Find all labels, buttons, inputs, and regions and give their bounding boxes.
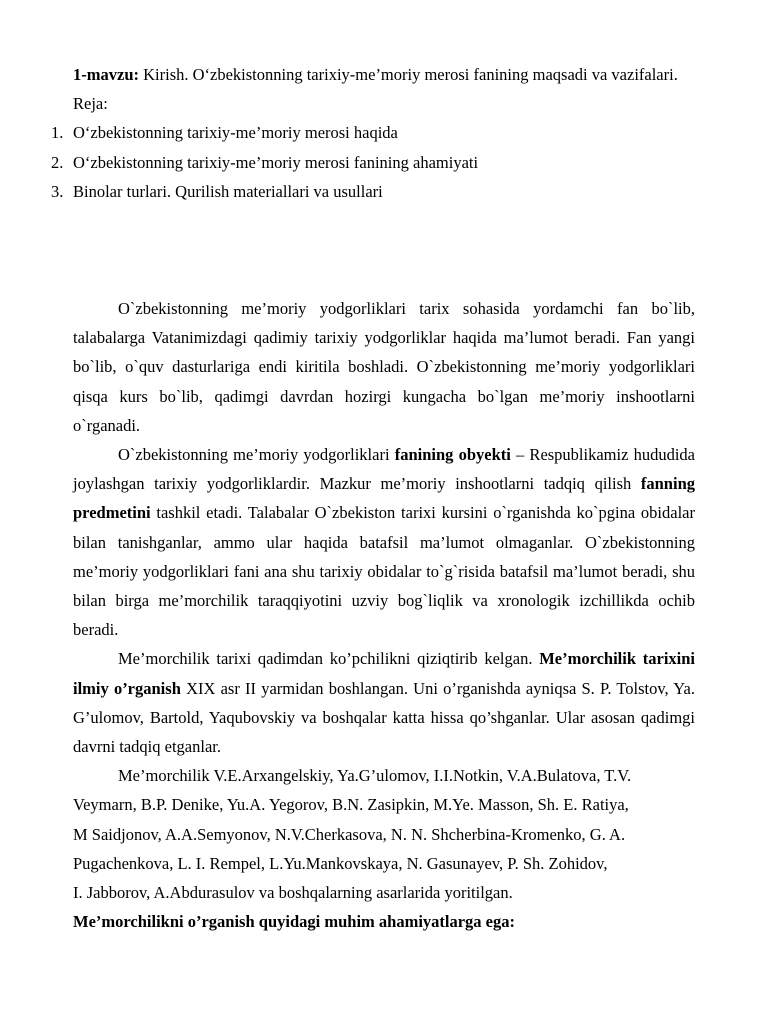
plan-item-text: Binolar turlari. Qurilish materiallari va usullari: [73, 181, 383, 201]
p4-line: Pugachenkova, L. I. Rempel, L.Yu.Mankovskaya, N. Gasunayev, P. Sh. Zohidov,: [73, 853, 608, 873]
paragraph-intro: O`zbekistonning me’moriy yodgorliklari tarix sohasida yordamchi fan bo`lib, talabalarga Vatanimizdagi qadimiy tarixiy yodgorliklar haqida ma’lumot beradi. Fan yangi bo`lib, o`quv dasturlariga endi kiritila boshladi. O`zbekistonning me’moriy yodgorliklari qisqa kurs bo`lib, qadimgi davrdan hozirgi kungacha bo`lgan me’moriy inshootlarni o`rganadi.: [73, 299, 695, 435]
topic-label: 1-mavzu:: [73, 65, 139, 84]
p4-line: M Saidjonov, A.A.Semyonov, N.V.Cherkasova, N. N. Shcherbina-Kromenko, G. A.: [73, 824, 626, 844]
paragraph-history: [73, 644, 695, 761]
plan-item: [51, 118, 695, 147]
closing-heading: [73, 907, 695, 936]
p4-line: Me’morchilik V.E.Arxangelskiy, Ya.G’ulomov, I.I.Notkin, V.A.Bulatova, T.V.: [118, 766, 632, 786]
p2-bold-object: fanining obyekti: [394, 445, 511, 465]
p3-bold: Me’morchilik tarixini ilmiy o’rganish: [73, 649, 696, 698]
p3-text-c: XIX asr II yarmidan boshlangan. Uni o’rganishda ayniqsa S. P. Tolstov, Ya. G’ulomov, Bartold, Yaqubovskiy va boshqalar katta hissa qo’shganlar. Ular asosan qadimgi davrni tadqiq etganlar.: [73, 678, 695, 757]
plan-item-number: 2.: [51, 152, 64, 172]
topic-text: Kirish. O‘zbekistonning tarixiy-me’moriy merosi fanining maqsadi va vazifalari.: [143, 65, 678, 84]
p2-text-a: O`zbekistonning me’moriy yodgorliklari: [118, 445, 395, 465]
plan-item-text: O‘zbekistonning tarixiy-me’moriy merosi haqida: [73, 123, 398, 143]
plan-item-number: 1.: [51, 123, 64, 143]
paragraph-authors: [73, 761, 695, 907]
plan-item: [51, 148, 695, 177]
plan-item: [51, 177, 695, 206]
p2-bold-subject: fanning predmetini: [73, 474, 695, 523]
closing-heading-text: Me’morchilikni o’rganish quyidagi muhim ahamiyatlarga ega:: [73, 912, 516, 932]
plan-heading: Reja:: [73, 94, 108, 114]
topic-header: [51, 60, 695, 206]
p2-text-c: – Respublikamiz hududida joylashgan tarixiy yodgorliklardir. Mazkur me’moriy inshootlarni tadqiq qilish: [73, 445, 695, 494]
paragraph-object: [73, 440, 695, 644]
topic-title: [73, 60, 695, 89]
plan-item-number: 3.: [51, 181, 64, 201]
plan-list: [51, 118, 695, 206]
p4-line: Veymarn, B.P. Denike, Yu.A. Yegorov, B.N. Zasipkin, M.Ye. Masson, Sh. E. Ratiya,: [73, 795, 629, 815]
plan-item-text: O‘zbekistonning tarixiy-me’moriy merosi fanining ahamiyati: [73, 152, 479, 172]
p4-line: I. Jabborov, A.Abdurasulov va boshqalarning asarlarida yoritilgan.: [73, 883, 513, 903]
p3-text-a: Me’morchilik tarixi qadimdan ko’pchilikni qiziqtirib kelgan.: [118, 649, 540, 669]
main-body: [73, 294, 695, 936]
p2-text-d: tashkil etadi. Talabalar O`zbekiston tarixi kursini o`rganishda ko`pgina obidalar bilan tanishganlar, ammo ular haqida batafsil ma’lumot olmaganlar. O`zbekistonning me’moriy yodgorliklari fani ana shu tarixiy obidalar to`g`risida batafsil ma’lumot beradi, shu bilan birga me’morchilik taraqqiyotini uzviy bog`liqlik va xronologik izchillikda ochib beradi.: [73, 503, 695, 640]
